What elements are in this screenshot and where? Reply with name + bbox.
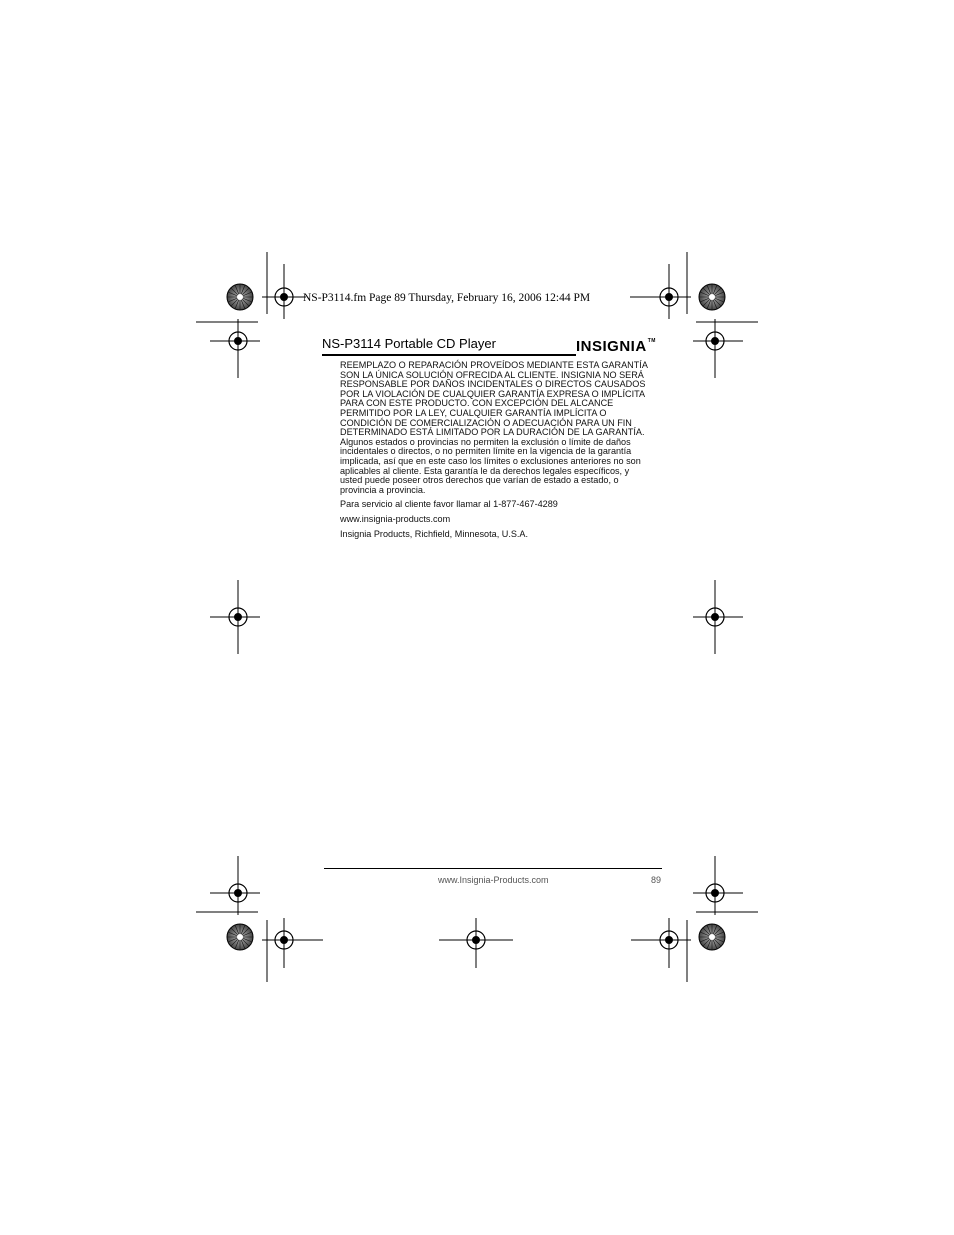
text-line: provincia a provincia. [340, 484, 426, 495]
text-line: POR LA VIOLACIÓN DE CUALQUIER GARANTÍA EXPRESA O IMPLÍCITA [340, 388, 646, 399]
website-text: www.insignia-products.com [340, 513, 451, 524]
text-line: DETERMINADO ESTÁ LIMITADO POR LA DURACIÓN DE LA GARANTÍA. [340, 427, 645, 438]
warranty-limitation-paragraph [340, 361, 658, 438]
header-rule [322, 354, 576, 356]
page-number: 89 [651, 875, 662, 885]
text-line: incidentales o directos, o no permiten límite en la vigencia de la garantía [340, 446, 632, 457]
text-line: SON LA ÚNICA SOLUCIÓN OFRECIDA AL CLIENTE. INSIGNIA NO SERÁ [340, 369, 644, 380]
text-line: implicada, así que en este caso los límites o exclusiones anteriores no son [340, 455, 641, 466]
print-info-line: NS-P3114.fm Page 89 Thursday, February 16, 2006 12:44 PM [303, 292, 591, 304]
warranty-body [340, 361, 658, 539]
text-line: usted puede poseer otros derechos que varían de estado a estado, o [340, 475, 619, 486]
page-title: NS-P3114 Portable CD Player [322, 336, 496, 351]
logo-trademark: TM [647, 338, 656, 344]
footer-url: www.Insignia-Products.com [438, 875, 549, 885]
text-line: PARA CON ESTE PRODUCTO. CON EXCEPCIÓN DEL ALCANCE [340, 398, 614, 409]
insignia-logo [576, 338, 656, 355]
service-phone: Para servicio al cliente favor llamar al 1-877-467-4289 [340, 499, 558, 510]
footer-rule [324, 868, 662, 869]
text-line: PERMITIDO POR LA LEY, CUALQUIER GARANTÍA IMPLÍCITA O [340, 407, 607, 418]
text-line: Algunos estados o provincias no permiten la exclusión o límite de daños [340, 436, 631, 447]
state-rights-paragraph [340, 438, 658, 496]
text-line: RESPONSABLE POR DAÑOS INCIDENTALES O DIRECTOS CAUSADOS [340, 379, 646, 390]
text-line: aplicables al cliente. Esta garantía le da derechos legales específicos, y [340, 465, 630, 476]
text-line: CONDICIÓN DE COMERCIALIZACIÓN O ADECUACIÓN PARA UN FIN [340, 417, 632, 428]
text-line: REEMPLAZO O REPARACIÓN PROVEÍDOS MEDIANTE ESTA GARANTÍA [340, 360, 648, 370]
company-address: Insignia Products, Richfield, Minnesota, U.S.A. [340, 528, 529, 539]
logo-text: INSIGNIA [576, 338, 647, 355]
